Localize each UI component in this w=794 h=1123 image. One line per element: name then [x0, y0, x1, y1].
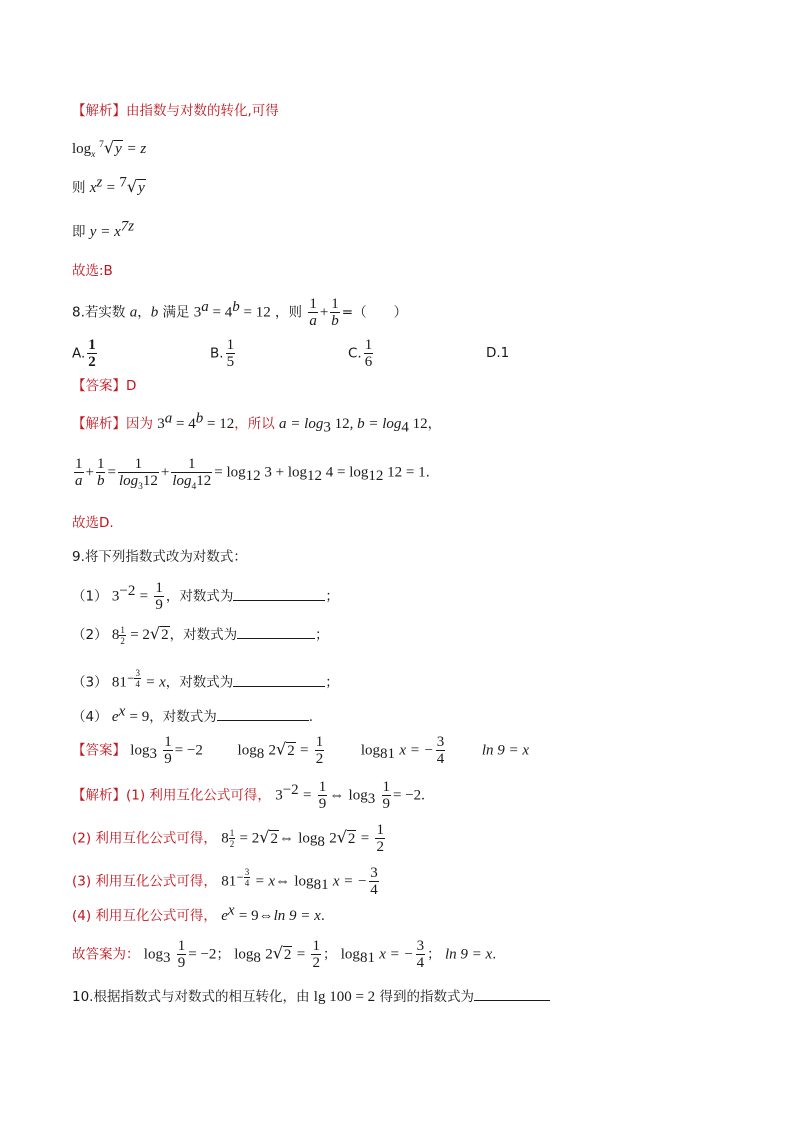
log-text: log [172, 473, 192, 489]
answer-blank[interactable] [474, 986, 550, 1001]
cond-base-4: = 4 [172, 416, 196, 432]
equals-sign: = [302, 787, 312, 804]
q8-analysis-line2: $\frac{1}{a}$ + $\frac{1}{b}$ = $\frac{1}{\log_312}$ + $\frac{1}{\log_412}$ = $\log_{12} 3 + \log_{12} 4 = \log_{12} 12 = 1$. [75, 456, 430, 492]
fraction [177, 938, 187, 971]
separator: ， [137, 304, 151, 321]
log-arg: 12 [196, 473, 212, 489]
rhs-part2: 3 + log [260, 464, 308, 481]
item-label: （3） [72, 674, 108, 691]
fraction [375, 822, 385, 855]
sqrt-symbol: √ [103, 138, 115, 157]
sqrt-symbol: √ [276, 739, 287, 759]
denominator: 4 [436, 751, 445, 767]
log-text: log [118, 473, 139, 489]
radicand: y [138, 180, 145, 196]
cond-exp-b: b [232, 299, 240, 315]
base: e [221, 908, 228, 924]
fraction-1-over-log4-12 [171, 456, 212, 492]
answer-blank[interactable] [233, 672, 325, 687]
q9-answer [72, 734, 529, 770]
equals-part: = 2 [130, 627, 150, 643]
plus-sign: + [85, 464, 94, 481]
log-base: 3 [149, 746, 157, 763]
numerator: 1 [318, 779, 327, 795]
fraction [318, 779, 328, 812]
numerator: 1 [120, 624, 125, 635]
log-base: 4 [401, 419, 409, 436]
iff-symbol: ⇔ [278, 830, 294, 847]
log-text: log [348, 787, 368, 804]
answer-blank[interactable] [217, 706, 309, 721]
option-fraction [87, 337, 97, 370]
analysis-tag: 【解析】 [72, 416, 126, 432]
step-prefix: 则 [72, 180, 86, 196]
fraction-1-over-a [308, 296, 318, 329]
expression: lg 100 = 2 [313, 989, 376, 1005]
fraction [436, 734, 446, 767]
log-text: log [237, 742, 257, 759]
analysis-label: (2) 利用互化公式可得， [72, 830, 217, 847]
denominator: 9 [177, 955, 186, 971]
denominator [118, 473, 159, 492]
denominator: 9 [164, 751, 172, 767]
q9-analysis-4 [72, 902, 326, 926]
log-base: 81 [380, 746, 396, 763]
base: 3 [275, 787, 283, 804]
cond-exp-a: a [201, 299, 209, 315]
q9-item-2 [72, 624, 329, 654]
separator: ； [322, 946, 337, 963]
q9-stem: 9.将下列指数式改为对数式： [72, 549, 247, 565]
q7-analysis-intro [72, 101, 279, 121]
period: . [425, 464, 430, 481]
equals-part: = 9 [129, 709, 150, 725]
log-base: 3 [323, 419, 331, 436]
item-label: （1） [72, 588, 108, 605]
exponent: −2 [119, 583, 136, 599]
var-b: b [150, 304, 159, 321]
log-arg: 12 [142, 473, 158, 489]
plus-sign: + [319, 304, 329, 321]
denominator: a [75, 473, 83, 489]
denominator: 4 [135, 679, 140, 689]
denominator: 2 [88, 354, 96, 370]
period: . [320, 908, 326, 924]
answer-blank[interactable] [233, 586, 325, 601]
q7-step3 [72, 218, 135, 242]
rhs: ln 9 = x [273, 908, 321, 924]
q8-options [72, 331, 672, 370]
log-text: log [72, 141, 92, 157]
log-text: log [234, 946, 254, 963]
step-prefix: 即 [72, 224, 86, 240]
rhs: = −2. [393, 787, 425, 804]
option-label: B. [210, 345, 224, 362]
comma: ， [427, 416, 442, 432]
item-label: （2） [72, 627, 108, 643]
denominator: b [331, 313, 339, 329]
numerator: 1 [75, 456, 83, 472]
log-base: 3 [138, 482, 143, 492]
item-tail: ，对数式为 [165, 588, 234, 605]
denominator: 9 [382, 796, 391, 812]
rhs: = −2 [188, 946, 217, 963]
item-tail: ，对数式为 [169, 627, 238, 643]
option-fraction [364, 337, 374, 370]
sqrt-symbol: √ [272, 943, 283, 963]
separator: ； [216, 946, 230, 963]
exponent: −2 [282, 782, 299, 798]
analysis-so: ，所以 [234, 416, 275, 432]
numerator: 3 [135, 668, 140, 678]
exponent-fraction [134, 668, 141, 689]
iff-symbol: ⇔ [275, 873, 291, 890]
denominator: 2 [315, 751, 324, 767]
base: 8 [111, 627, 120, 643]
option-label: C. [348, 345, 362, 362]
log-base: 12 [307, 468, 323, 485]
q7-step1 [72, 138, 146, 159]
q8-conclusion: 故选D. [72, 515, 114, 531]
q9-item-3 [72, 668, 339, 698]
denominator: 4 [244, 878, 250, 888]
answer-4: ln 9 = x [481, 742, 530, 759]
log-base: 3 [162, 950, 171, 967]
equals-sign: = [139, 588, 149, 605]
fraction [416, 938, 426, 971]
analysis-label: (1) 利用互化公式可得， [126, 787, 271, 804]
exponent [126, 668, 141, 689]
denominator: 9 [155, 597, 163, 613]
numerator: 1 [312, 938, 320, 954]
semicolon: ； [315, 627, 329, 643]
option-a[interactable] [72, 337, 99, 370]
option-b[interactable] [210, 337, 237, 370]
iff-symbol: ⇔ [258, 908, 274, 924]
log-arg: x = − [379, 946, 414, 963]
denominator: 5 [226, 354, 235, 370]
radicand: 2 [161, 627, 169, 643]
numerator: 1 [309, 296, 317, 312]
item-tail: ，对数式为 [165, 674, 234, 691]
exponent: z [96, 174, 103, 191]
log-text: log [130, 742, 150, 759]
fraction-1-over-b [96, 456, 106, 489]
numerator: 3 [436, 734, 445, 750]
log-arg: 2 [329, 830, 337, 847]
cond-base-3: 3 [157, 416, 165, 432]
equation-lhs: y = x [89, 224, 121, 240]
base: 81 [111, 674, 127, 691]
stem-tail: 得到的指数式为 [379, 989, 474, 1005]
radicand: 2 [270, 830, 278, 847]
log-arg: 2 [268, 742, 276, 759]
equals-sign: = [296, 946, 306, 963]
eq-b: b = log [357, 416, 402, 432]
q9-item-1 [72, 580, 339, 614]
fraction [163, 734, 173, 767]
var-a: a [129, 304, 138, 321]
q7-step2 [72, 174, 146, 198]
numerator: 1 [382, 779, 391, 795]
semicolon: ； [325, 674, 339, 691]
log-base: x [91, 150, 96, 160]
cond-base-4: = 4 [208, 304, 233, 321]
answer-blank[interactable] [237, 624, 315, 639]
log-base: 8 [256, 746, 265, 763]
analysis-label: (3) 利用互化公式可得， [72, 873, 217, 890]
stem-then: ，则 [275, 304, 303, 321]
exponent: 7z [120, 218, 135, 235]
semicolon: ； [325, 588, 339, 605]
q8-stem [72, 296, 407, 329]
radicand: 2 [347, 830, 356, 847]
equals-sign: = [360, 830, 370, 847]
rhs: = −2 [174, 742, 203, 759]
q9-analysis-2 [72, 822, 387, 856]
log-text: log [143, 946, 163, 963]
log-text: log [298, 830, 318, 847]
exponent-sign: − [126, 674, 135, 684]
log-base: 81 [359, 950, 375, 967]
analysis-tag: 【解析】 [72, 787, 126, 804]
radicand: 2 [287, 742, 295, 759]
numerator: 1 [376, 822, 384, 838]
exponent-sign: − [236, 873, 244, 883]
log-base: 3 [367, 791, 376, 808]
q7-answer: 故选:B [72, 263, 113, 279]
base: 8 [221, 830, 229, 847]
numerator: 1 [171, 456, 212, 473]
fraction [154, 580, 164, 613]
exponent-fraction [244, 867, 251, 888]
denominator: 4 [416, 955, 425, 971]
numerator: 1 [364, 337, 373, 353]
radicand: 2 [283, 946, 292, 963]
answer-tag: 【答案】 [72, 378, 126, 394]
sqrt-symbol: √ [336, 827, 347, 847]
sqrt-symbol: √ [149, 624, 161, 643]
base-var: x [89, 180, 97, 196]
log-base: 81 [313, 877, 329, 894]
rhs-part4: 12 = 1 [383, 464, 426, 481]
eq-a-tail: 12, [330, 416, 358, 432]
cond-exp-a: a [164, 410, 173, 427]
q8-answer [72, 376, 136, 396]
numerator: 1 [164, 734, 172, 750]
analysis-tag: 【解析】 [72, 103, 126, 119]
eq-b-tail: 12 [408, 416, 428, 432]
log-base: 8 [253, 950, 261, 967]
log-text: log [294, 873, 314, 890]
numerator: 1 [177, 938, 186, 954]
q10-stem [72, 986, 550, 1007]
rhs-part1: = log [214, 464, 246, 481]
numerator: 1 [331, 296, 339, 312]
numerator: 3 [244, 867, 250, 877]
exponent-fraction [119, 625, 126, 646]
equals-part: = x [145, 674, 166, 691]
option-c[interactable] [348, 337, 375, 370]
denominator: 4 [370, 882, 378, 898]
denominator: 6 [364, 354, 373, 370]
period: . [492, 946, 497, 963]
base: 3 [111, 588, 120, 605]
denominator: 2 [312, 955, 320, 971]
log-text: log [340, 946, 360, 963]
q9-analysis-3 [72, 865, 381, 899]
equation-rest: = z [126, 141, 147, 157]
exponent [236, 867, 250, 888]
base: e [111, 709, 119, 725]
numerator: 1 [229, 828, 235, 838]
root-index: 7 [119, 174, 127, 191]
iff-symbol: ⇔ [329, 787, 345, 804]
numerator: 3 [370, 865, 378, 881]
exponent: x [227, 902, 235, 919]
log-text: log [360, 742, 381, 759]
stem-tail: =（ ） [341, 304, 408, 321]
numerator: 1 [226, 337, 235, 353]
root-index: 7 [99, 140, 104, 150]
cond-exp-b: b [195, 410, 204, 427]
log-base: 4 [191, 482, 197, 492]
numerator: 1 [96, 456, 105, 472]
base: 81 [221, 873, 237, 890]
option-fraction [226, 337, 236, 370]
equals-sign: = [106, 180, 116, 196]
fraction-1-over-a [74, 456, 84, 489]
log-base: 12 [245, 468, 261, 485]
cond-base-3: 3 [193, 304, 202, 321]
equals-part: = 9 [238, 908, 259, 924]
option-label: A. [72, 345, 86, 362]
exponent-fraction [229, 828, 236, 849]
exponent: x [118, 703, 126, 720]
cond-value: = 12 [203, 416, 235, 432]
denominator: b [96, 473, 105, 489]
item-label: （4） [72, 709, 108, 725]
q8-analysis-line1 [72, 410, 442, 436]
numerator: 1 [315, 734, 324, 750]
stem-prefix: 8.若实数 [72, 304, 126, 321]
analysis-intro-text: 由指数与对数的转化,可得 [126, 103, 279, 119]
equals-sign: = [300, 742, 309, 759]
stem-mid: 满足 [162, 304, 190, 321]
log-arg: 2 [265, 946, 273, 963]
denominator: 2 [120, 635, 125, 646]
numerator: 1 [88, 337, 96, 353]
option-d[interactable]: D.1 [486, 345, 510, 361]
equals-part: = x [254, 873, 276, 890]
stem-prefix: 10.根据指数式与对数式的相互转化，由 [72, 989, 310, 1005]
q9-item-4 [72, 703, 314, 727]
fraction [311, 938, 321, 971]
equals-part: = 2 [239, 830, 260, 847]
log-base: 8 [317, 834, 325, 851]
fraction-1-over-log3-12 [118, 456, 159, 492]
answer-value: D [126, 378, 137, 394]
denominator: a [309, 313, 317, 329]
log-arg: x = − [332, 873, 368, 890]
eq-a: a = log [279, 416, 324, 432]
numerator: 1 [155, 580, 163, 596]
analysis-label: (4) 利用互化公式可得， [72, 908, 217, 924]
q9-final-answer [72, 938, 496, 972]
separator: ； [427, 946, 441, 963]
denominator: 2 [376, 839, 384, 855]
rhs-part3: 4 = log [322, 464, 369, 481]
fraction [315, 734, 325, 767]
plus-sign: + [160, 464, 170, 481]
period: . [308, 709, 314, 725]
denominator: 9 [318, 796, 327, 812]
radicand: y [115, 141, 122, 157]
q9-analysis-1 [72, 779, 425, 813]
cond-value: = 12 [239, 304, 271, 321]
analysis-intro: 因为 [126, 416, 153, 432]
numerator: 1 [118, 456, 159, 473]
log-arg: x = − [399, 742, 434, 759]
fraction [369, 865, 379, 898]
denominator: 2 [229, 839, 235, 849]
answer-tag: 【答案】 [72, 742, 126, 759]
answer-4: ln 9 = x [444, 946, 493, 963]
final-prefix: 故答案为： [72, 946, 140, 963]
sqrt-symbol: √ [126, 177, 138, 196]
denominator [171, 473, 212, 492]
fraction [382, 779, 392, 812]
sqrt-symbol: √ [259, 827, 270, 847]
item-tail: ，对数式为 [149, 709, 217, 725]
log-base: 12 [368, 468, 384, 485]
fraction-1-over-b [330, 296, 340, 329]
numerator: 3 [416, 938, 425, 954]
